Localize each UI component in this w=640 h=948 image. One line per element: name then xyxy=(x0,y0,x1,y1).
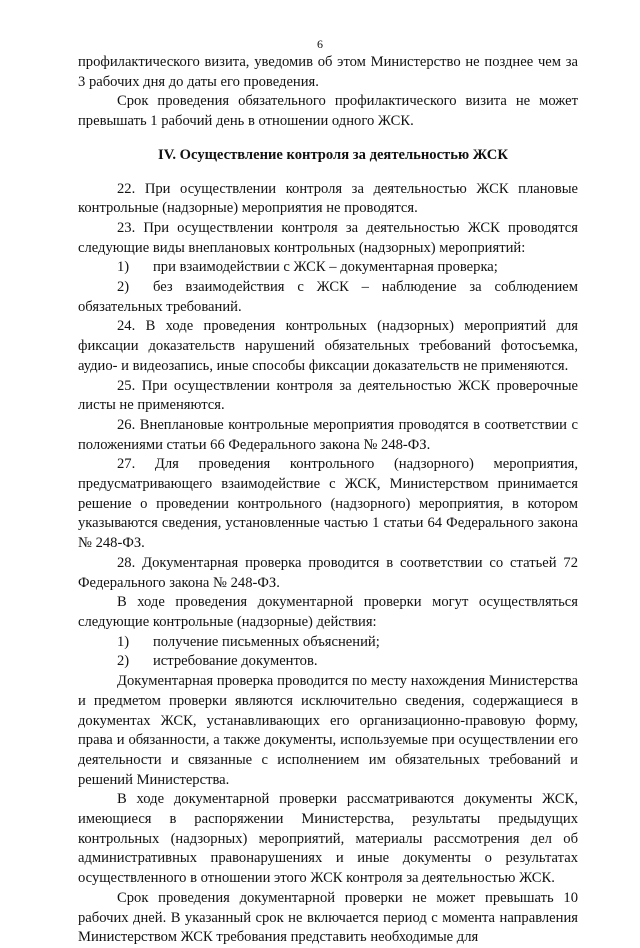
paragraph: Срок проведения обязательного профилактического визита не может превышать 1 рабочий день в отношении одного ЖСК. xyxy=(78,93,578,130)
list-item xyxy=(78,278,578,317)
list-item xyxy=(78,258,578,278)
paragraph: 23. При осуществлении контроля за деятельностью ЖСК проводятся следующие виды внеплановых контрольных (надзорных) мероприятий: xyxy=(78,219,578,256)
list-item-text: без взаимодействия с ЖСК – наблюдение за соблюдением обязательных требований. xyxy=(78,279,578,315)
paragraph: В ходе проведения документарной проверки могут осуществляться следующие контрольные (надзорные) действия: xyxy=(78,594,578,630)
paragraph: 27. Для проведения контрольного (надзорного) мероприятия, предусматривающего взаимодействие с ЖСК, Министерством принимается решение о проведении контрольного (надзорного) мероприятия, в котором указываются сведения, установленные частью 1 статьи 64 Федерального закона № 248-ФЗ. xyxy=(78,456,578,552)
list-item-number: 1) xyxy=(117,259,130,276)
paragraph: 25. При осуществлении контроля за деятельностью ЖСК проверочные листы не применяются. xyxy=(78,377,578,414)
page-number: 6 xyxy=(317,37,323,51)
list-item-number: 2) xyxy=(117,279,130,296)
list-item xyxy=(78,652,578,672)
list-item xyxy=(78,633,578,653)
paragraph: профилактического визита, уведомив об этом Министерство не позднее чем за 3 рабочих дня до даты его проведения. xyxy=(78,54,578,90)
paragraph: В ходе документарной проверки рассматриваются документы ЖСК, имеющиеся в распоряжении Министерства, результаты предыдущих контрольных (надзорных) мероприятий, материалы рассмотрения дел об административных правонарушениях и иные документы о результатах осуществленного в отношении этого ЖСК контроля за деятельностью ЖСК. xyxy=(78,791,578,887)
paragraph: Документарная проверка проводится по месту нахождения Министерства и предметом проверки являются исключительно сведения, содержащиеся в документах ЖСК, устанавливающих его организационно-правовую форму, права и обязанности, а также документы, используемые при осуществлении его деятельности и связанные с исполнением им обязательных требований и решений Министерства. xyxy=(78,673,578,788)
paragraph: 22. При осуществлении контроля за деятельностью ЖСК плановые контрольные (надзорные) мероприятия не проводятся. xyxy=(78,180,578,217)
section-heading: IV. Осуществление контроля за деятельностью ЖСК xyxy=(158,146,508,163)
list-item-number: 1) xyxy=(117,633,130,650)
paragraph: 28. Документарная проверка проводится в соответствии со статьей 72 Федерального закона № 248-ФЗ. xyxy=(78,554,578,591)
list-item-text: получение письменных объяснений; xyxy=(153,633,380,650)
paragraph: 26. Внеплановые контрольные мероприятия проводятся в соответствии с положениями статьи 66 Федерального закона № 248-ФЗ. xyxy=(78,416,578,453)
document-body xyxy=(78,53,578,948)
list-item-number: 2) xyxy=(117,653,130,670)
paragraph: 24. В ходе проведения контрольных (надзорных) мероприятий для фиксации доказательств нарушений обязательных требований фотосъемка, аудио- и видеозапись, иные способы фиксации доказательств не применяются. xyxy=(78,318,578,374)
list-item-text: при взаимодействии с ЖСК – документарная проверка; xyxy=(153,259,498,276)
list-item-text: истребование документов. xyxy=(153,653,318,670)
paragraph: Срок проведения документарной проверки не может превышать 10 рабочих дней. В указанный срок не включается период с момента направления Министерством ЖСК требования представить необходимые для xyxy=(78,889,578,946)
